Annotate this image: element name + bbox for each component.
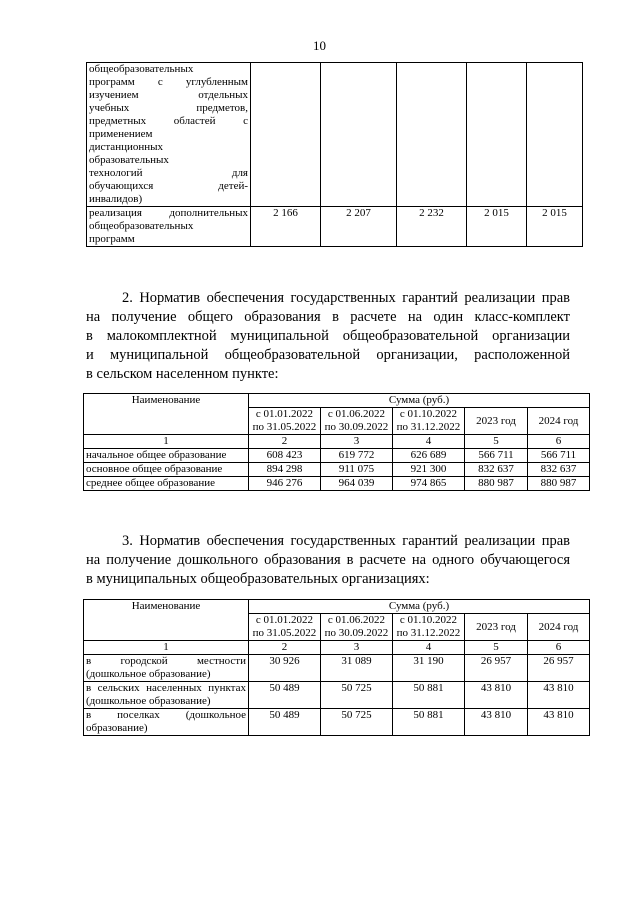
row-name xyxy=(87,63,251,207)
period-header xyxy=(249,614,321,641)
table-row xyxy=(87,63,583,207)
value-cell xyxy=(467,63,527,207)
value-cell: 566 711 xyxy=(465,449,528,463)
row-name: в городской местности (дошкольное образование) xyxy=(84,655,249,682)
paragraph-line: на получение общего образования в расчете на один класс-комплект xyxy=(86,309,570,325)
row-name-line: образовательных xyxy=(89,154,169,166)
row-name: в сельских населенных пунктах (дошкольное образование) xyxy=(84,682,249,709)
period-header xyxy=(249,408,321,435)
paragraph-line: 2. Норматив обеспечения государственных гарантий реализации прав xyxy=(122,290,570,306)
value-cell: 566 711 xyxy=(528,449,590,463)
value-cell: 2 232 xyxy=(397,207,467,247)
table-row xyxy=(87,207,583,247)
period-to: по 30.09.2022 xyxy=(324,627,389,639)
row-name-line: программ xyxy=(89,233,135,245)
row-name-line: общеобразовательных xyxy=(89,63,194,75)
row-name-line: реализация дополнительных xyxy=(89,207,248,219)
column-number: 4 xyxy=(393,641,465,655)
value-cell: 30 926 xyxy=(249,655,321,682)
value-cell: 894 298 xyxy=(249,463,321,477)
column-number: 1 xyxy=(84,435,249,449)
column-number: 2 xyxy=(249,641,321,655)
value-cell: 31 190 xyxy=(393,655,465,682)
value-cell: 43 810 xyxy=(465,682,528,709)
value-cell: 880 987 xyxy=(465,477,528,491)
period-from: с 01.01.2022 xyxy=(255,408,314,420)
paragraph-line: 3. Норматив обеспечения государственных гарантий реализации прав xyxy=(122,533,570,549)
period-header xyxy=(393,614,465,641)
period-from: с 01.06.2022 xyxy=(327,408,386,420)
section-2-paragraph xyxy=(86,289,570,384)
value-cell: 50 881 xyxy=(393,709,465,736)
row-name xyxy=(87,207,251,247)
row-name-line: дистанционных xyxy=(89,141,164,153)
period-from: с 01.10.2022 xyxy=(399,408,458,420)
paragraph-line: и муниципальной общеобразовательной организации, расположенной xyxy=(86,347,570,363)
value-cell: 832 637 xyxy=(528,463,590,477)
table-continuation xyxy=(86,62,583,247)
value-cell: 2 207 xyxy=(321,207,397,247)
period-from: с 01.10.2022 xyxy=(399,614,458,626)
header-sum: Сумма (руб.) xyxy=(249,600,590,614)
value-cell: 626 689 xyxy=(393,449,465,463)
column-number: 6 xyxy=(528,435,590,449)
row-name-line: технологий для xyxy=(89,167,248,179)
value-cell: 43 810 xyxy=(528,682,590,709)
value-cell: 43 810 xyxy=(465,709,528,736)
value-cell: 2 015 xyxy=(467,207,527,247)
header-name: Наименование xyxy=(84,600,249,641)
value-cell: 50 725 xyxy=(321,682,393,709)
period-to: по 31.05.2022 xyxy=(252,421,317,433)
value-cell: 50 881 xyxy=(393,682,465,709)
column-number: 4 xyxy=(393,435,465,449)
section-3-paragraph xyxy=(86,532,570,589)
period-header: 2023 год xyxy=(465,614,528,641)
value-cell xyxy=(251,63,321,207)
period-header: 2023 год xyxy=(465,408,528,435)
table-preschool-education xyxy=(83,599,590,736)
value-cell xyxy=(321,63,397,207)
period-to: по 31.12.2022 xyxy=(396,627,461,639)
value-cell: 26 957 xyxy=(528,655,590,682)
table-row xyxy=(84,682,590,709)
table-row xyxy=(84,449,590,463)
value-cell: 880 987 xyxy=(528,477,590,491)
value-cell: 31 089 xyxy=(321,655,393,682)
table-row xyxy=(84,709,590,736)
header-name: Наименование xyxy=(84,394,249,435)
column-number: 3 xyxy=(321,641,393,655)
column-number: 5 xyxy=(465,435,528,449)
value-cell: 911 075 xyxy=(321,463,393,477)
paragraph-line: на получение дошкольного образования в расчете на одного обучающегося xyxy=(86,552,570,568)
value-cell: 608 423 xyxy=(249,449,321,463)
column-number: 6 xyxy=(528,641,590,655)
period-from: с 01.01.2022 xyxy=(255,614,314,626)
period-to: по 31.05.2022 xyxy=(252,627,317,639)
paragraph-line: в малокомплектной муниципальной общеобразовательной организации xyxy=(86,328,570,344)
value-cell: 50 489 xyxy=(249,682,321,709)
table-general-education xyxy=(83,393,590,491)
period-from: с 01.06.2022 xyxy=(327,614,386,626)
period-header: 2024 год xyxy=(528,408,590,435)
row-name-line: предметных областей с xyxy=(89,115,248,127)
value-cell: 50 489 xyxy=(249,709,321,736)
row-name-line: изучением отдельных xyxy=(89,89,248,101)
value-cell: 946 276 xyxy=(249,477,321,491)
value-cell: 921 300 xyxy=(393,463,465,477)
value-cell: 832 637 xyxy=(465,463,528,477)
period-header xyxy=(321,408,393,435)
column-number: 2 xyxy=(249,435,321,449)
table-row xyxy=(84,655,590,682)
period-header xyxy=(393,408,465,435)
row-name: основное общее образование xyxy=(84,463,249,477)
row-name-line: инвалидов) xyxy=(89,193,143,205)
column-number: 5 xyxy=(465,641,528,655)
value-cell: 619 772 xyxy=(321,449,393,463)
value-cell: 43 810 xyxy=(528,709,590,736)
column-number: 1 xyxy=(84,641,249,655)
column-number: 3 xyxy=(321,435,393,449)
period-to: по 30.09.2022 xyxy=(324,421,389,433)
value-cell xyxy=(527,63,583,207)
paragraph-line: в сельском населенном пункте: xyxy=(86,366,279,382)
row-name: начальное общее образование xyxy=(84,449,249,463)
table-row xyxy=(84,463,590,477)
period-to: по 31.12.2022 xyxy=(396,421,461,433)
value-cell xyxy=(397,63,467,207)
period-header xyxy=(321,614,393,641)
value-cell: 2 015 xyxy=(527,207,583,247)
row-name-line: общеобразовательных xyxy=(89,220,194,232)
value-cell: 26 957 xyxy=(465,655,528,682)
row-name: в поселках (дошкольное образование) xyxy=(84,709,249,736)
paragraph-line: в муниципальных общеобразовательных организациях: xyxy=(86,571,430,587)
row-name-line: программ с углубленным xyxy=(89,76,248,88)
page-number: 10 xyxy=(313,38,326,53)
row-name-line: обучающихся детей- xyxy=(89,180,248,192)
table-row xyxy=(84,477,590,491)
value-cell: 964 039 xyxy=(321,477,393,491)
header-sum: Сумма (руб.) xyxy=(249,394,590,408)
row-name-line: учебных предметов, xyxy=(89,102,248,114)
value-cell: 2 166 xyxy=(251,207,321,247)
row-name: среднее общее образование xyxy=(84,477,249,491)
value-cell: 974 865 xyxy=(393,477,465,491)
row-name-line: применением xyxy=(89,128,153,140)
period-header: 2024 год xyxy=(528,614,590,641)
value-cell: 50 725 xyxy=(321,709,393,736)
